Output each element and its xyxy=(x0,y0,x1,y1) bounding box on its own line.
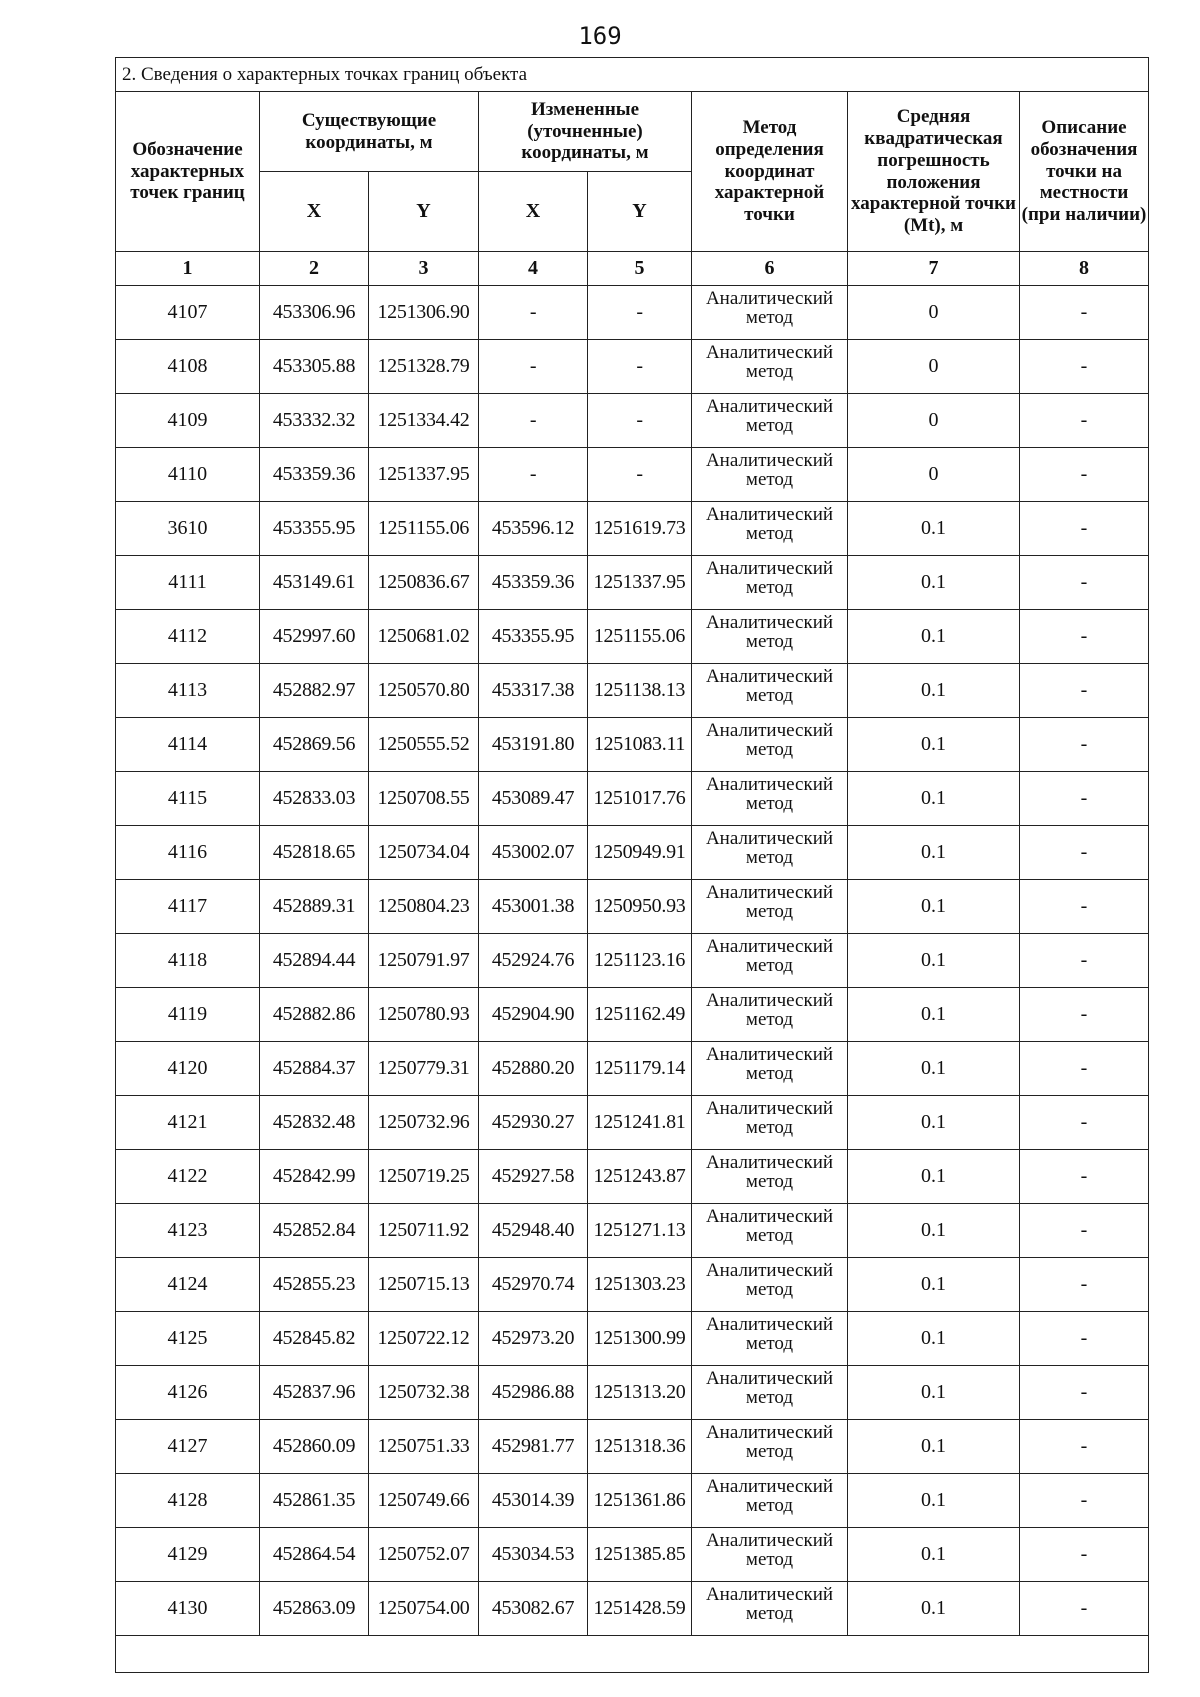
table-row xyxy=(116,718,1149,772)
changed-x: - xyxy=(479,286,588,340)
description: - xyxy=(1020,718,1149,772)
point-id: 4120 xyxy=(116,1042,260,1096)
error-value: 0.1 xyxy=(848,1312,1020,1366)
description: - xyxy=(1020,880,1149,934)
description: - xyxy=(1020,1258,1149,1312)
table-row xyxy=(116,1096,1149,1150)
description: - xyxy=(1020,826,1149,880)
table-row xyxy=(116,1042,1149,1096)
table-row xyxy=(116,502,1149,556)
point-id: 4124 xyxy=(116,1258,260,1312)
changed-x: 453355.95 xyxy=(479,610,588,664)
existing-y: 1251334.42 xyxy=(369,394,479,448)
description: - xyxy=(1020,664,1149,718)
method: Аналитический метод xyxy=(692,340,848,394)
point-id: 4109 xyxy=(116,394,260,448)
changed-x: 452970.74 xyxy=(479,1258,588,1312)
existing-y: 1250732.38 xyxy=(369,1366,479,1420)
changed-y: 1251243.87 xyxy=(588,1150,692,1204)
existing-y: 1250804.23 xyxy=(369,880,479,934)
changed-y: 1250950.93 xyxy=(588,880,692,934)
point-id: 4115 xyxy=(116,772,260,826)
existing-y: 1250708.55 xyxy=(369,772,479,826)
existing-x: 452861.35 xyxy=(260,1474,369,1528)
point-id: 4122 xyxy=(116,1150,260,1204)
changed-x: 452973.20 xyxy=(479,1312,588,1366)
changed-x: 453014.39 xyxy=(479,1474,588,1528)
method: Аналитический метод xyxy=(692,1366,848,1420)
existing-y: 1250555.52 xyxy=(369,718,479,772)
changed-x: 453001.38 xyxy=(479,880,588,934)
description: - xyxy=(1020,1096,1149,1150)
table-row xyxy=(116,1150,1149,1204)
existing-x: 452818.65 xyxy=(260,826,369,880)
changed-y: 1251179.14 xyxy=(588,1042,692,1096)
error-value: 0 xyxy=(848,340,1020,394)
existing-y: 1251155.06 xyxy=(369,502,479,556)
existing-x: 452855.23 xyxy=(260,1258,369,1312)
table-row xyxy=(116,880,1149,934)
changed-y: - xyxy=(588,286,692,340)
existing-y: 1250754.00 xyxy=(369,1582,479,1636)
existing-x: 453332.32 xyxy=(260,394,369,448)
description: - xyxy=(1020,610,1149,664)
method: Аналитический метод xyxy=(692,988,848,1042)
changed-y: 1251271.13 xyxy=(588,1204,692,1258)
existing-y: 1250836.67 xyxy=(369,556,479,610)
header-existing-y: Y xyxy=(369,172,479,252)
changed-y: 1250949.91 xyxy=(588,826,692,880)
error-value: 0.1 xyxy=(848,880,1020,934)
changed-y: 1251123.16 xyxy=(588,934,692,988)
changed-y: 1251155.06 xyxy=(588,610,692,664)
existing-y: 1250734.04 xyxy=(369,826,479,880)
column-number: 4 xyxy=(479,252,588,286)
existing-x: 452864.54 xyxy=(260,1528,369,1582)
error-value: 0.1 xyxy=(848,1096,1020,1150)
method: Аналитический метод xyxy=(692,1312,848,1366)
column-number: 2 xyxy=(260,252,369,286)
changed-y: 1251162.49 xyxy=(588,988,692,1042)
existing-y: 1250711.92 xyxy=(369,1204,479,1258)
error-value: 0.1 xyxy=(848,1582,1020,1636)
changed-y: 1251361.86 xyxy=(588,1474,692,1528)
table-row xyxy=(116,1204,1149,1258)
header-existing-coords: Существующие координаты, м xyxy=(260,92,479,172)
existing-y: 1250752.07 xyxy=(369,1528,479,1582)
changed-y: 1251385.85 xyxy=(588,1528,692,1582)
description: - xyxy=(1020,1420,1149,1474)
point-id: 4110 xyxy=(116,448,260,502)
point-id: 3610 xyxy=(116,502,260,556)
changed-y: 1251428.59 xyxy=(588,1582,692,1636)
existing-x: 453306.96 xyxy=(260,286,369,340)
description: - xyxy=(1020,1366,1149,1420)
method: Аналитический метод xyxy=(692,1096,848,1150)
method: Аналитический метод xyxy=(692,934,848,988)
changed-x: 452981.77 xyxy=(479,1420,588,1474)
table-row xyxy=(116,772,1149,826)
existing-y: 1250749.66 xyxy=(369,1474,479,1528)
error-value: 0.1 xyxy=(848,1258,1020,1312)
changed-x: 452924.76 xyxy=(479,934,588,988)
method: Аналитический метод xyxy=(692,1420,848,1474)
changed-y: 1251083.11 xyxy=(588,718,692,772)
point-id: 4121 xyxy=(116,1096,260,1150)
header-changed-x: X xyxy=(479,172,588,252)
header-description: Описание обозначения точки на местности (при наличии) xyxy=(1020,92,1149,252)
description: - xyxy=(1020,1042,1149,1096)
description: - xyxy=(1020,502,1149,556)
table-row xyxy=(116,556,1149,610)
description: - xyxy=(1020,340,1149,394)
changed-y: 1251619.73 xyxy=(588,502,692,556)
changed-x: 452904.90 xyxy=(479,988,588,1042)
error-value: 0 xyxy=(848,448,1020,502)
point-id: 4126 xyxy=(116,1366,260,1420)
description: - xyxy=(1020,556,1149,610)
changed-x: 453002.07 xyxy=(479,826,588,880)
column-numbers-row xyxy=(116,252,1149,286)
changed-y: - xyxy=(588,394,692,448)
header-designation: Обозначение характерных точек границ xyxy=(116,92,260,252)
table-row xyxy=(116,988,1149,1042)
existing-x: 452884.37 xyxy=(260,1042,369,1096)
method: Аналитический метод xyxy=(692,1474,848,1528)
point-id: 4123 xyxy=(116,1204,260,1258)
changed-y: - xyxy=(588,340,692,394)
method: Аналитический метод xyxy=(692,502,848,556)
existing-y: 1250570.80 xyxy=(369,664,479,718)
changed-x: 452880.20 xyxy=(479,1042,588,1096)
method: Аналитический метод xyxy=(692,1150,848,1204)
table-row xyxy=(116,1258,1149,1312)
changed-x: - xyxy=(479,340,588,394)
existing-x: 452833.03 xyxy=(260,772,369,826)
existing-y: 1250719.25 xyxy=(369,1150,479,1204)
changed-x: 452930.27 xyxy=(479,1096,588,1150)
table-row xyxy=(116,934,1149,988)
changed-x: - xyxy=(479,448,588,502)
column-number: 3 xyxy=(369,252,479,286)
description: - xyxy=(1020,286,1149,340)
point-id: 4113 xyxy=(116,664,260,718)
description: - xyxy=(1020,934,1149,988)
error-value: 0.1 xyxy=(848,718,1020,772)
table-row xyxy=(116,826,1149,880)
changed-x: 453034.53 xyxy=(479,1528,588,1582)
empty-cell xyxy=(116,1636,1149,1673)
existing-y: 1250681.02 xyxy=(369,610,479,664)
existing-y: 1251328.79 xyxy=(369,340,479,394)
table-row xyxy=(116,1528,1149,1582)
description: - xyxy=(1020,448,1149,502)
existing-x: 453305.88 xyxy=(260,340,369,394)
changed-x: 453191.80 xyxy=(479,718,588,772)
error-value: 0 xyxy=(848,394,1020,448)
section-title: 2. Сведения о характерных точках границ объекта xyxy=(116,58,1149,92)
table-row xyxy=(116,1366,1149,1420)
error-value: 0.1 xyxy=(848,1474,1020,1528)
existing-x: 452869.56 xyxy=(260,718,369,772)
description: - xyxy=(1020,1150,1149,1204)
existing-x: 452852.84 xyxy=(260,1204,369,1258)
existing-y: 1250715.13 xyxy=(369,1258,479,1312)
changed-x: 453089.47 xyxy=(479,772,588,826)
column-number: 5 xyxy=(588,252,692,286)
table-row xyxy=(116,340,1149,394)
changed-y: 1251337.95 xyxy=(588,556,692,610)
description: - xyxy=(1020,1312,1149,1366)
method: Аналитический метод xyxy=(692,880,848,934)
error-value: 0.1 xyxy=(848,502,1020,556)
existing-y: 1250779.31 xyxy=(369,1042,479,1096)
error-value: 0.1 xyxy=(848,1420,1020,1474)
error-value: 0.1 xyxy=(848,1042,1020,1096)
header-method: Метод определения координат характерной точки xyxy=(692,92,848,252)
point-id: 4107 xyxy=(116,286,260,340)
method: Аналитический метод xyxy=(692,664,848,718)
changed-x: 453359.36 xyxy=(479,556,588,610)
existing-x: 452997.60 xyxy=(260,610,369,664)
point-id: 4118 xyxy=(116,934,260,988)
description: - xyxy=(1020,1528,1149,1582)
existing-y: 1251337.95 xyxy=(369,448,479,502)
changed-y: - xyxy=(588,448,692,502)
changed-y: 1251313.20 xyxy=(588,1366,692,1420)
method: Аналитический метод xyxy=(692,1582,848,1636)
page-number: 169 xyxy=(578,22,622,50)
error-value: 0.1 xyxy=(848,1366,1020,1420)
existing-x: 453149.61 xyxy=(260,556,369,610)
existing-x: 452837.96 xyxy=(260,1366,369,1420)
changed-x: 453317.38 xyxy=(479,664,588,718)
point-id: 4127 xyxy=(116,1420,260,1474)
existing-x: 452882.86 xyxy=(260,988,369,1042)
table-row xyxy=(116,448,1149,502)
method: Аналитический метод xyxy=(692,1042,848,1096)
description: - xyxy=(1020,1474,1149,1528)
table-row xyxy=(116,610,1149,664)
changed-y: 1251017.76 xyxy=(588,772,692,826)
changed-y: 1251241.81 xyxy=(588,1096,692,1150)
error-value: 0.1 xyxy=(848,772,1020,826)
header-changed-coords: Измененные (уточненные) координаты, м xyxy=(479,92,692,172)
changed-x: 452948.40 xyxy=(479,1204,588,1258)
existing-x: 452860.09 xyxy=(260,1420,369,1474)
error-value: 0.1 xyxy=(848,934,1020,988)
existing-x: 452894.44 xyxy=(260,934,369,988)
changed-x: 452927.58 xyxy=(479,1150,588,1204)
error-value: 0.1 xyxy=(848,826,1020,880)
method: Аналитический метод xyxy=(692,610,848,664)
method: Аналитический метод xyxy=(692,448,848,502)
existing-x: 452863.09 xyxy=(260,1582,369,1636)
header-changed-y: Y xyxy=(588,172,692,252)
method: Аналитический метод xyxy=(692,1528,848,1582)
changed-y: 1251300.99 xyxy=(588,1312,692,1366)
error-value: 0.1 xyxy=(848,1528,1020,1582)
description: - xyxy=(1020,988,1149,1042)
method: Аналитический метод xyxy=(692,1204,848,1258)
point-id: 4116 xyxy=(116,826,260,880)
existing-x: 453355.95 xyxy=(260,502,369,556)
point-id: 4119 xyxy=(116,988,260,1042)
point-id: 4128 xyxy=(116,1474,260,1528)
changed-x: 452986.88 xyxy=(479,1366,588,1420)
changed-x: - xyxy=(479,394,588,448)
table-row xyxy=(116,664,1149,718)
method: Аналитический метод xyxy=(692,772,848,826)
existing-x: 452845.82 xyxy=(260,1312,369,1366)
point-id: 4125 xyxy=(116,1312,260,1366)
column-number: 1 xyxy=(116,252,260,286)
table-row xyxy=(116,394,1149,448)
table-row xyxy=(116,1474,1149,1528)
changed-y: 1251303.23 xyxy=(588,1258,692,1312)
changed-x: 453082.67 xyxy=(479,1582,588,1636)
changed-x: 453596.12 xyxy=(479,502,588,556)
existing-y: 1250722.12 xyxy=(369,1312,479,1366)
point-id: 4130 xyxy=(116,1582,260,1636)
point-id: 4117 xyxy=(116,880,260,934)
method: Аналитический метод xyxy=(692,286,848,340)
description: - xyxy=(1020,772,1149,826)
point-id: 4114 xyxy=(116,718,260,772)
existing-x: 452889.31 xyxy=(260,880,369,934)
table-row xyxy=(116,1582,1149,1636)
method: Аналитический метод xyxy=(692,394,848,448)
error-value: 0.1 xyxy=(848,1150,1020,1204)
table-footer-row xyxy=(116,1636,1149,1673)
method: Аналитический метод xyxy=(692,826,848,880)
table-row xyxy=(116,286,1149,340)
existing-x: 452882.97 xyxy=(260,664,369,718)
existing-y: 1250780.93 xyxy=(369,988,479,1042)
header-error: Средняя квадратическая погрешность положения характерной точки (Mt), м xyxy=(848,92,1020,252)
column-number: 7 xyxy=(848,252,1020,286)
point-id: 4112 xyxy=(116,610,260,664)
description: - xyxy=(1020,1204,1149,1258)
existing-x: 452842.99 xyxy=(260,1150,369,1204)
existing-y: 1250732.96 xyxy=(369,1096,479,1150)
method: Аналитический метод xyxy=(692,1258,848,1312)
point-id: 4129 xyxy=(116,1528,260,1582)
error-value: 0.1 xyxy=(848,664,1020,718)
existing-y: 1250751.33 xyxy=(369,1420,479,1474)
existing-y: 1250791.97 xyxy=(369,934,479,988)
boundary-points-table xyxy=(115,57,1149,1673)
existing-x: 452832.48 xyxy=(260,1096,369,1150)
existing-x: 453359.36 xyxy=(260,448,369,502)
error-value: 0.1 xyxy=(848,988,1020,1042)
column-number: 8 xyxy=(1020,252,1149,286)
changed-y: 1251138.13 xyxy=(588,664,692,718)
error-value: 0.1 xyxy=(848,556,1020,610)
existing-y: 1251306.90 xyxy=(369,286,479,340)
error-value: 0 xyxy=(848,286,1020,340)
error-value: 0.1 xyxy=(848,1204,1020,1258)
header-existing-x: X xyxy=(260,172,369,252)
point-id: 4108 xyxy=(116,340,260,394)
description: - xyxy=(1020,1582,1149,1636)
table-row xyxy=(116,1420,1149,1474)
changed-y: 1251318.36 xyxy=(588,1420,692,1474)
error-value: 0.1 xyxy=(848,610,1020,664)
method: Аналитический метод xyxy=(692,718,848,772)
method: Аналитический метод xyxy=(692,556,848,610)
point-id: 4111 xyxy=(116,556,260,610)
table-row xyxy=(116,1312,1149,1366)
description: - xyxy=(1020,394,1149,448)
column-number: 6 xyxy=(692,252,848,286)
